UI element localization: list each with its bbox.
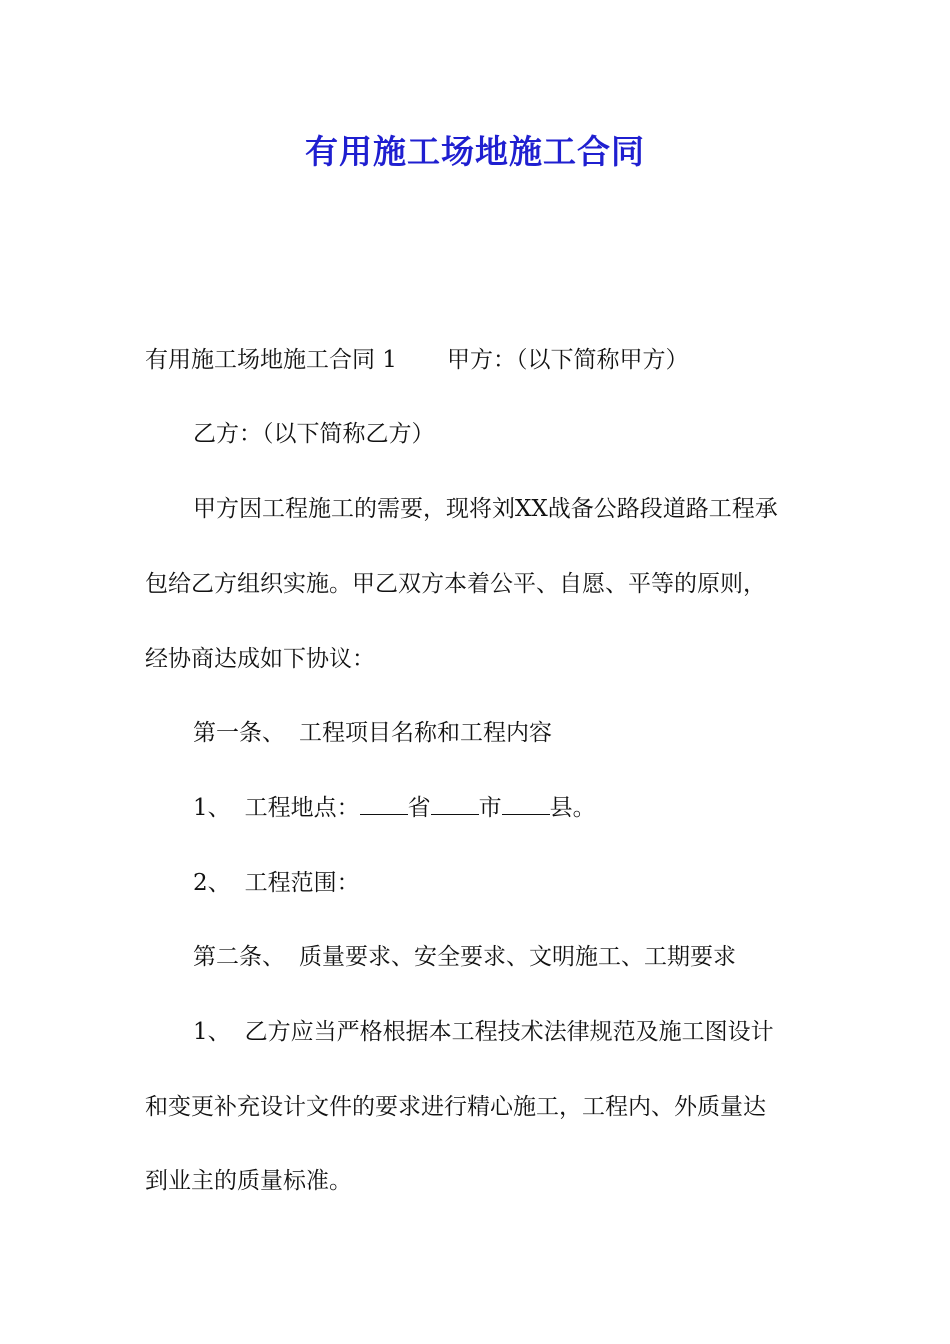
contract-heading-line: [145, 342, 825, 378]
paragraph-1-line-3: 经协商达成如下协议：: [145, 646, 375, 672]
city-label: 市: [478, 795, 502, 821]
city-blank: [431, 794, 479, 815]
province-blank: [360, 794, 408, 815]
item-2-number: 2、: [193, 870, 231, 896]
county-blank: [502, 794, 550, 815]
contract-number: 有用施工场地施工合同 1: [145, 347, 397, 373]
item-1-location: [193, 790, 873, 826]
article-1-heading: [193, 715, 873, 751]
article-2-heading: [193, 939, 873, 975]
article-2-item-1-line-2: 和变更补充设计文件的要求进行精心施工，工程内、外质量达: [145, 1094, 766, 1120]
article-1-number: 第一条、: [193, 720, 285, 746]
province-label: 省: [407, 795, 431, 821]
document-title: 有用施工场地施工合同: [305, 132, 645, 171]
article-2-title: 质量要求、安全要求、文明施工、工期要求: [299, 944, 736, 970]
article-2-item-1-line-1: [193, 1014, 873, 1050]
item-2-label: 工程范围：: [244, 870, 360, 896]
party-b-label: 乙方：（以下简称乙方）: [193, 421, 435, 447]
article-2-number: 第二条、: [193, 944, 285, 970]
article-2-item-1-line-3: 到业主的质量标准。: [145, 1168, 352, 1194]
item-1-number: 1、: [193, 795, 231, 821]
item-1-label: 工程地点：: [244, 795, 360, 821]
paragraph-1-line-2: 包给乙方组织实施。甲乙双方本着公平、自愿、平等的原则，: [145, 571, 766, 597]
paragraph-1-line-1: 甲方因工程施工的需要，现将刘XX战备公路段道路工程承: [193, 496, 778, 522]
item-2-scope: [193, 865, 873, 901]
county-label: 县。: [549, 795, 596, 821]
article-2-item-1-text: 乙方应当严格根据本工程技术法律规范及施工图设计: [244, 1019, 774, 1045]
article-1-title: 工程项目名称和工程内容: [299, 720, 552, 746]
party-a-label: 甲方：（以下简称甲方）: [446, 347, 689, 373]
article-2-item-1-number: 1、: [193, 1019, 231, 1045]
